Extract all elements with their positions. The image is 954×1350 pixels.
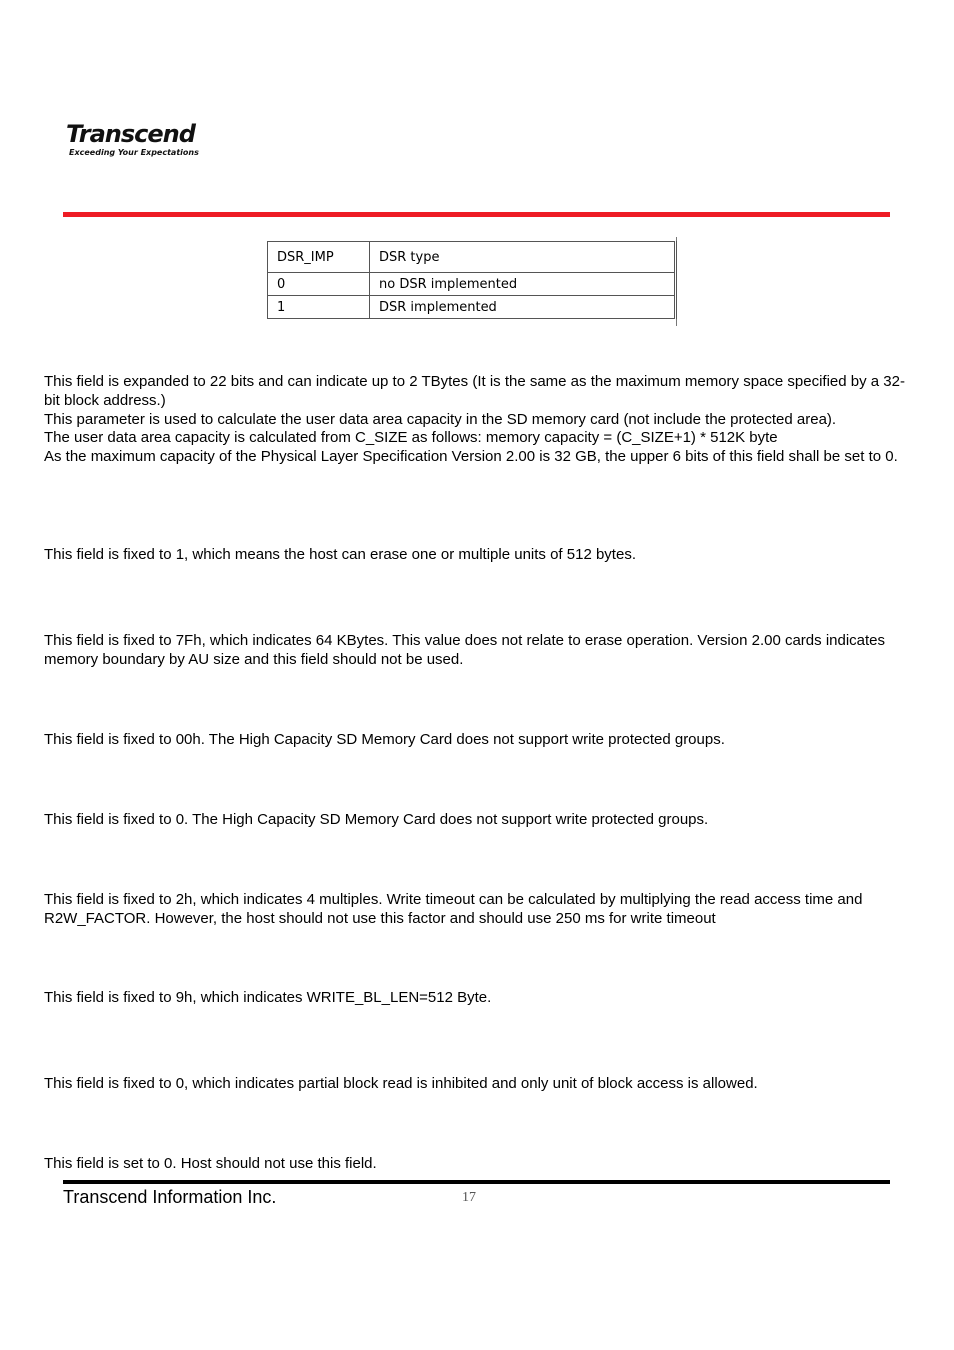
table-header-cell: DSR type	[370, 242, 676, 273]
transcend-logo	[66, 120, 206, 160]
table-header-cell: DSR_IMP	[268, 242, 370, 273]
c-size-description	[44, 373, 906, 467]
logo-tagline: Exceeding Your Expectations	[69, 148, 199, 157]
header-divider	[63, 212, 890, 217]
paragraph-line: As the maximum capacity of the Physical Layer Specification Version 2.00 is 32 GB, the upper 6 bits of this field shall be set to 0.	[44, 448, 898, 466]
dsr-type-table	[267, 241, 677, 319]
file-format-grp-description: This field is set to 0. Host should not use this field.	[44, 1155, 377, 1172]
table-row	[268, 273, 676, 296]
paragraph-line: This field is expanded to 22 bits and can indicate up to 2 TBytes (It is the same as the maximum memory space specified by a 32-bit block address.)	[44, 373, 905, 409]
footer-divider	[63, 1180, 890, 1184]
r2w-factor-description: This field is fixed to 2h, which indicates 4 multiples. Write timeout can be calculated by multiplying the read access time and R2W_FACTOR. However, the host should not use this factor and should use 250 ms for write timeout	[44, 891, 863, 927]
table-cell: no DSR implemented	[370, 273, 676, 296]
logo-wordmark: Transcend	[66, 120, 195, 148]
sector-size-description: This field is fixed to 7Fh, which indicates 64 KBytes. This value does not relate to erase operation. Version 2.00 cards indicates memory boundary by AU size and this field should not be used.	[44, 632, 886, 668]
erase-blk-en-description: This field is fixed to 1, which means the host can erase one or multiple units of 512 bytes.	[44, 546, 636, 563]
paragraph-line: The user data area capacity is calculated from C_SIZE as follows: memory capacity = (C_SIZE+1) * 512K byte	[44, 429, 778, 447]
table-header-row	[268, 242, 676, 273]
table-row	[268, 296, 676, 319]
wp-grp-size-description: This field is fixed to 00h. The High Capacity SD Memory Card does not support write protected groups.	[44, 731, 725, 748]
table-cell: 0	[268, 273, 370, 296]
table-cell: DSR implemented	[370, 296, 676, 319]
footer-company-name: Transcend Information Inc.	[63, 1187, 277, 1207]
write-bl-partial-description: This field is fixed to 0, which indicates partial block read is inhibited and only unit of block access is allowed.	[44, 1075, 758, 1092]
paragraph-line: This parameter is used to calculate the user data area capacity in the SD memory card (not include the protected area).	[44, 410, 837, 428]
table-cell: 1	[268, 296, 370, 319]
write-bl-len-description: This field is fixed to 9h, which indicates WRITE_BL_LEN=512 Byte.	[44, 989, 492, 1006]
wp-grp-enable-description: This field is fixed to 0. The High Capacity SD Memory Card does not support write protected groups.	[44, 811, 709, 828]
page-number: 17	[462, 1190, 476, 1205]
